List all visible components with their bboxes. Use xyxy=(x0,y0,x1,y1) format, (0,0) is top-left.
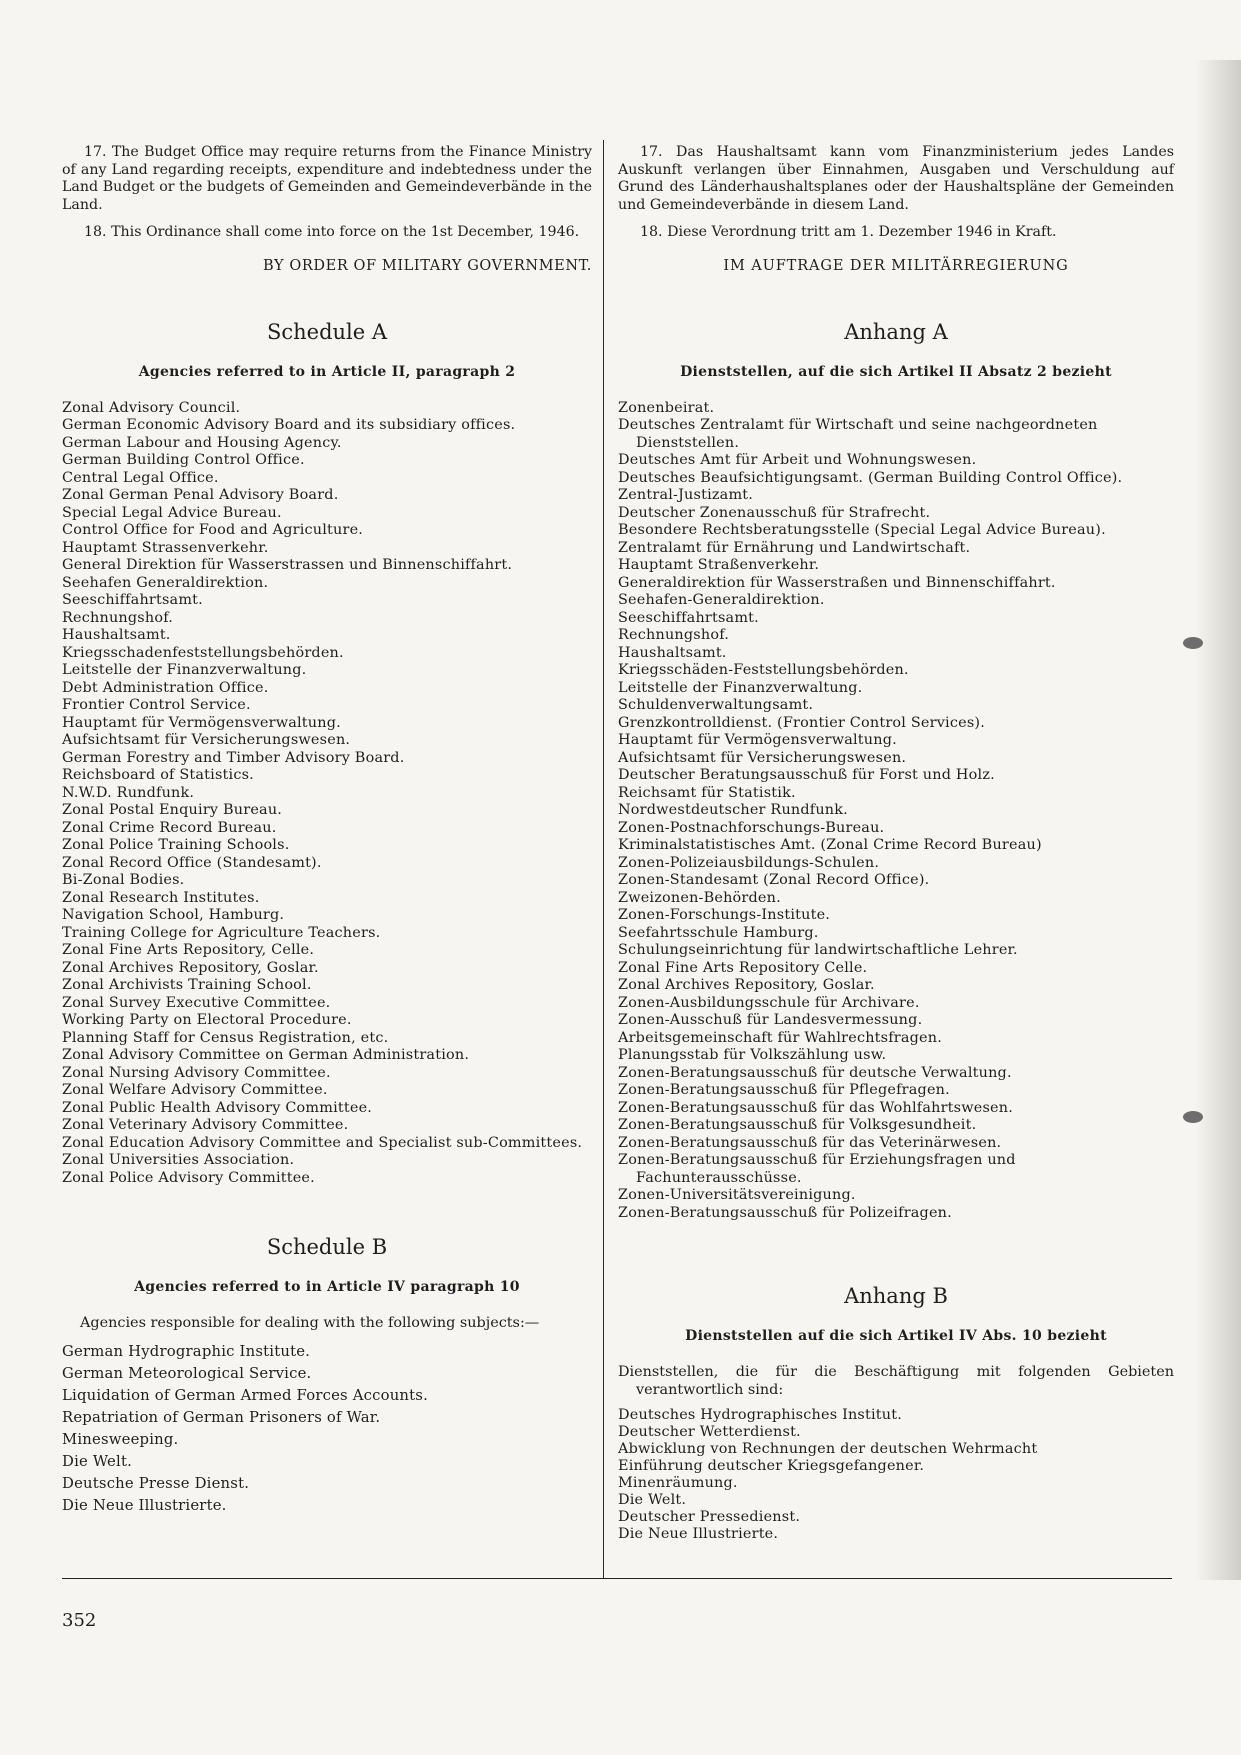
list-item: Zonal Archives Repository, Goslar. xyxy=(62,959,319,976)
list-item: Hauptamt Strassenverkehr. xyxy=(62,539,269,556)
list-item: Zonal Record Office (Standesamt). xyxy=(62,854,322,871)
list-item: Kriegsschäden-Feststellungsbehörden. xyxy=(618,662,909,678)
anhang-a-subtitle: Dienststellen, auf die sich Artikel II Absatz 2 bezieht xyxy=(680,363,1112,380)
list-item: Minesweeping. xyxy=(62,1430,179,1448)
english-order-line: BY ORDER OF MILITARY GOVERNMENT. xyxy=(263,257,592,274)
page-edge-shadow xyxy=(1195,60,1241,1580)
list-item: Nordwestdeutscher Rundfunk. xyxy=(618,802,848,818)
schedule-b-list xyxy=(62,1341,592,1517)
list-item: Navigation School, Hamburg. xyxy=(62,907,285,923)
list-item: Leitstelle der Finanzverwaltung. xyxy=(62,662,307,678)
list-item: Zonen-Beratungsausschuß für deutsche Verwaltung. xyxy=(618,1064,1012,1081)
list-item: Schuldenverwaltungsamt. xyxy=(618,697,814,713)
list-item: German Meteorological Service. xyxy=(62,1364,312,1382)
list-item: Deutsche Presse Dienst. xyxy=(62,1474,250,1492)
list-item: Zentral-Justizamt. xyxy=(618,487,754,503)
list-item: Zonal Crime Record Bureau. xyxy=(62,819,277,836)
list-item: Zentralamt für Ernährung und Landwirtschaft. xyxy=(618,539,971,556)
list-item: Zonal Welfare Advisory Committee. xyxy=(62,1082,328,1098)
list-item: Zonal Universities Association. xyxy=(62,1152,295,1168)
list-item: Kriegsschadenfeststellungsbehörden. xyxy=(62,644,344,661)
german-column xyxy=(618,144,1174,1543)
anhang-b-subtitle: Dienststellen auf die sich Artikel IV Abs. 10 bezieht xyxy=(685,1328,1107,1344)
list-item: Die Neue Illustrierte. xyxy=(62,1496,227,1514)
list-item: Zonen-Universitätsvereinigung. xyxy=(618,1187,856,1203)
list-item: Haushaltsamt. xyxy=(618,644,727,661)
list-item: German Economic Advisory Board and its subsidiary offices. xyxy=(62,417,516,433)
list-item: Hauptamt für Vermögensverwaltung. xyxy=(618,732,897,748)
list-item: Zonen-Ausschuß für Landesvermessung. xyxy=(618,1012,923,1028)
list-item: Zonen-Postnachforschungs-Bureau. xyxy=(618,819,885,836)
anhang-b-title: Anhang B xyxy=(844,1284,948,1308)
list-item: Zonen-Ausbildungsschule für Archivare. xyxy=(618,994,920,1011)
anhang-b-lead: Dienststellen, die für die Beschäftigung mit folgenden Gebieten verantwortlich sind: xyxy=(618,1364,1174,1398)
list-item: Die Welt. xyxy=(62,1452,132,1470)
list-item: Zonen-Standesamt (Zonal Record Office). xyxy=(618,872,930,888)
german-paragraph-17: 17. Das Haushaltsamt kann vom Finanzministerium jedes Landes Auskunft verlangen über Einnahmen, Ausgaben und Verschuldung auf Grund des Länderhaushaltsplanes oder der Haushaltspläne der Gemeinden und Gemeindeverbände in diesem Land. xyxy=(618,144,1174,213)
list-item: Frontier Control Service. xyxy=(62,697,251,713)
list-item: Zonen-Beratungsausschuß für Polizeifragen. xyxy=(618,1204,952,1221)
list-item: Debt Administration Office. xyxy=(62,679,269,696)
list-item: N.W.D. Rundfunk. xyxy=(62,784,195,801)
list-item: Zonal Police Advisory Committee. xyxy=(62,1169,315,1186)
list-item: Zonal Fine Arts Repository Celle. xyxy=(618,959,868,976)
schedule-a-subtitle: Agencies referred to in Article II, paragraph 2 xyxy=(138,363,516,380)
list-item: Generaldirektion für Wasserstraßen und Binnenschiffahrt. xyxy=(618,574,1056,591)
list-item: Zonen-Beratungsausschuß für das Wohlfahrtswesen. xyxy=(618,1099,1013,1116)
list-item: Rechnungshof. xyxy=(62,609,174,626)
list-item: Planungsstab für Volkszählung usw. xyxy=(618,1047,887,1063)
list-item: German Labour and Housing Agency. xyxy=(62,434,342,451)
list-item: Die Neue Illustrierte. xyxy=(618,1526,779,1542)
list-item: Planning Staff for Census Registration, etc. xyxy=(62,1029,389,1046)
list-item: Zonal Public Health Advisory Committee. xyxy=(62,1099,373,1116)
list-item: Deutscher Wetterdienst. xyxy=(618,1424,801,1440)
list-item: Deutsches Zentralamt für Wirtschaft und seine nachgeordneten Dienststellen. xyxy=(618,417,1098,451)
german-order-line: IM AUFTRAGE DER MILITÄRREGIERUNG xyxy=(723,257,1069,274)
list-item: Bi-Zonal Bodies. xyxy=(62,872,185,888)
list-item: General Direktion für Wasserstrassen und Binnenschiffahrt. xyxy=(62,557,513,573)
list-item: Einführung deutscher Kriegsgefangener. xyxy=(618,1458,925,1474)
list-item: Zonal German Penal Advisory Board. xyxy=(62,487,339,503)
list-item: Zonal Archives Repository, Goslar. xyxy=(618,977,875,993)
list-item: Arbeitsgemeinschaft für Wahlrechtsfragen. xyxy=(618,1029,942,1046)
list-item: Zonal Survey Executive Committee. xyxy=(62,994,331,1011)
list-item: Deutscher Zonenausschuß für Strafrecht. xyxy=(618,504,931,521)
list-item: Zonal Nursing Advisory Committee. xyxy=(62,1064,331,1081)
list-item: Zonen-Beratungsausschuß für das Veterinärwesen. xyxy=(618,1134,1002,1151)
list-item: Hauptamt Straßenverkehr. xyxy=(618,557,820,573)
list-item: Zonen-Beratungsausschuß für Erziehungsfragen und Fachunterausschüsse. xyxy=(618,1152,1016,1186)
list-item: Zonen-Beratungsausschuß für Volksgesundheit. xyxy=(618,1117,977,1133)
anhang-b-list xyxy=(618,1407,1174,1543)
german-paragraph-18: 18. Diese Verordnung tritt am 1. Dezember 1946 in Kraft. xyxy=(640,224,1057,240)
list-item: Zonal Research Institutes. xyxy=(62,889,260,906)
list-item: Minenräumung. xyxy=(618,1475,738,1491)
list-item: Seeschiffahrtsamt. xyxy=(62,592,203,608)
list-item: Working Party on Electoral Procedure. xyxy=(62,1012,352,1028)
list-item: Deutsches Amt für Arbeit und Wohnungswesen. xyxy=(618,452,977,468)
list-item: Zonal Police Training Schools. xyxy=(62,837,290,853)
list-item: Control Office for Food and Agriculture. xyxy=(62,522,364,538)
list-item: Deutscher Pressedienst. xyxy=(618,1509,801,1525)
schedule-a-list xyxy=(62,400,592,1188)
list-item: Reichsamt für Statistik. xyxy=(618,784,796,801)
list-item: Aufsichtsamt für Versicherungswesen. xyxy=(62,732,351,748)
list-item: Zonal Education Advisory Committee and Specialist sub-Committees. xyxy=(62,1134,583,1151)
list-item: Aufsichtsamt für Versicherungswesen. xyxy=(618,749,907,766)
list-item: Liquidation of German Armed Forces Accounts. xyxy=(62,1386,429,1404)
schedule-a-title: Schedule A xyxy=(266,319,388,344)
list-item: Leitstelle der Finanzverwaltung. xyxy=(618,679,863,696)
list-item: Zonen-Forschungs-Institute. xyxy=(618,907,831,923)
list-item: Zonal Advisory Council. xyxy=(62,399,241,416)
column-divider xyxy=(603,140,604,1578)
english-paragraph-17: 17. The Budget Office may require returns from the Finance Ministry of any Land regarding receipts, expenditure and indebtedness under the Land Budget or the budgets of Gemeinden and Gemeindeverbände in the Land. xyxy=(62,144,592,213)
list-item: Zonen-Beratungsausschuß für Pflegefragen. xyxy=(618,1082,950,1098)
list-item: Zonal Archivists Training School. xyxy=(62,977,312,993)
list-item: Training College for Agriculture Teachers. xyxy=(62,924,381,941)
list-item: German Forestry and Timber Advisory Board. xyxy=(62,749,405,766)
list-item: Abwicklung von Rechnungen der deutschen Wehrmacht xyxy=(618,1441,1038,1457)
anhang-a-title: Anhang A xyxy=(844,319,948,344)
binding-hole-mark xyxy=(1182,636,1204,650)
list-item: Schulungseinrichtung für landwirtschaftliche Lehrer. xyxy=(618,942,1018,958)
list-item: Seefahrtsschule Hamburg. xyxy=(618,924,819,941)
list-item: Die Welt. xyxy=(618,1492,687,1508)
list-item: Zonenbeirat. xyxy=(618,399,715,416)
list-item: Repatriation of German Prisoners of War. xyxy=(62,1408,381,1426)
list-item: Zonal Fine Arts Repository, Celle. xyxy=(62,942,315,958)
list-item: Deutsches Beaufsichtigungsamt. (German Building Control Office). xyxy=(618,469,1123,486)
list-item: Grenzkontrolldienst. (Frontier Control Services). xyxy=(618,714,985,731)
list-item: Special Legal Advice Bureau. xyxy=(62,504,282,521)
footer-rule xyxy=(62,1578,1172,1579)
list-item: Kriminalstatistisches Amt. (Zonal Crime Record Bureau) xyxy=(618,837,1042,853)
list-item: Haushaltsamt. xyxy=(62,627,171,643)
list-item: Seeschiffahrtsamt. xyxy=(618,609,759,626)
schedule-b-title: Schedule B xyxy=(266,1235,388,1259)
schedule-b-lead: Agencies responsible for dealing with the following subjects:— xyxy=(80,1315,540,1331)
list-item: Zweizonen-Behörden. xyxy=(618,889,781,906)
list-item: German Hydrographic Institute. xyxy=(62,1342,311,1360)
list-item: Zonal Postal Enquiry Bureau. xyxy=(62,802,283,818)
english-column xyxy=(62,144,592,1517)
schedule-b-subtitle: Agencies referred to in Article IV paragraph 10 xyxy=(134,1279,520,1295)
list-item: Seehafen-Generaldirektion. xyxy=(618,592,825,608)
list-item: Zonal Advisory Committee on German Administration. xyxy=(62,1047,470,1063)
list-item: Besondere Rechtsberatungsstelle (Special Legal Advice Bureau). xyxy=(618,522,1106,538)
list-item: German Building Control Office. xyxy=(62,452,305,468)
list-item: Hauptamt für Vermögensverwaltung. xyxy=(62,714,341,731)
binding-hole-mark xyxy=(1182,1110,1204,1124)
anhang-a-list xyxy=(618,400,1174,1223)
list-item: Zonal Veterinary Advisory Committee. xyxy=(62,1117,349,1133)
list-item: Central Legal Office. xyxy=(62,469,219,486)
list-item: Zonen-Polizeiausbildungs-Schulen. xyxy=(618,854,880,871)
list-item: Deutsches Hydrographisches Institut. xyxy=(618,1407,903,1423)
list-item: Rechnungshof. xyxy=(618,627,730,643)
list-item: Seehafen Generaldirektion. xyxy=(62,574,269,591)
english-paragraph-18: 18. This Ordinance shall come into force on the 1st December, 1946. xyxy=(84,224,580,240)
list-item: Deutscher Beratungsausschuß für Forst und Holz. xyxy=(618,767,995,783)
page-number: 352 xyxy=(62,1610,97,1631)
list-item: Reichsboard of Statistics. xyxy=(62,767,254,783)
